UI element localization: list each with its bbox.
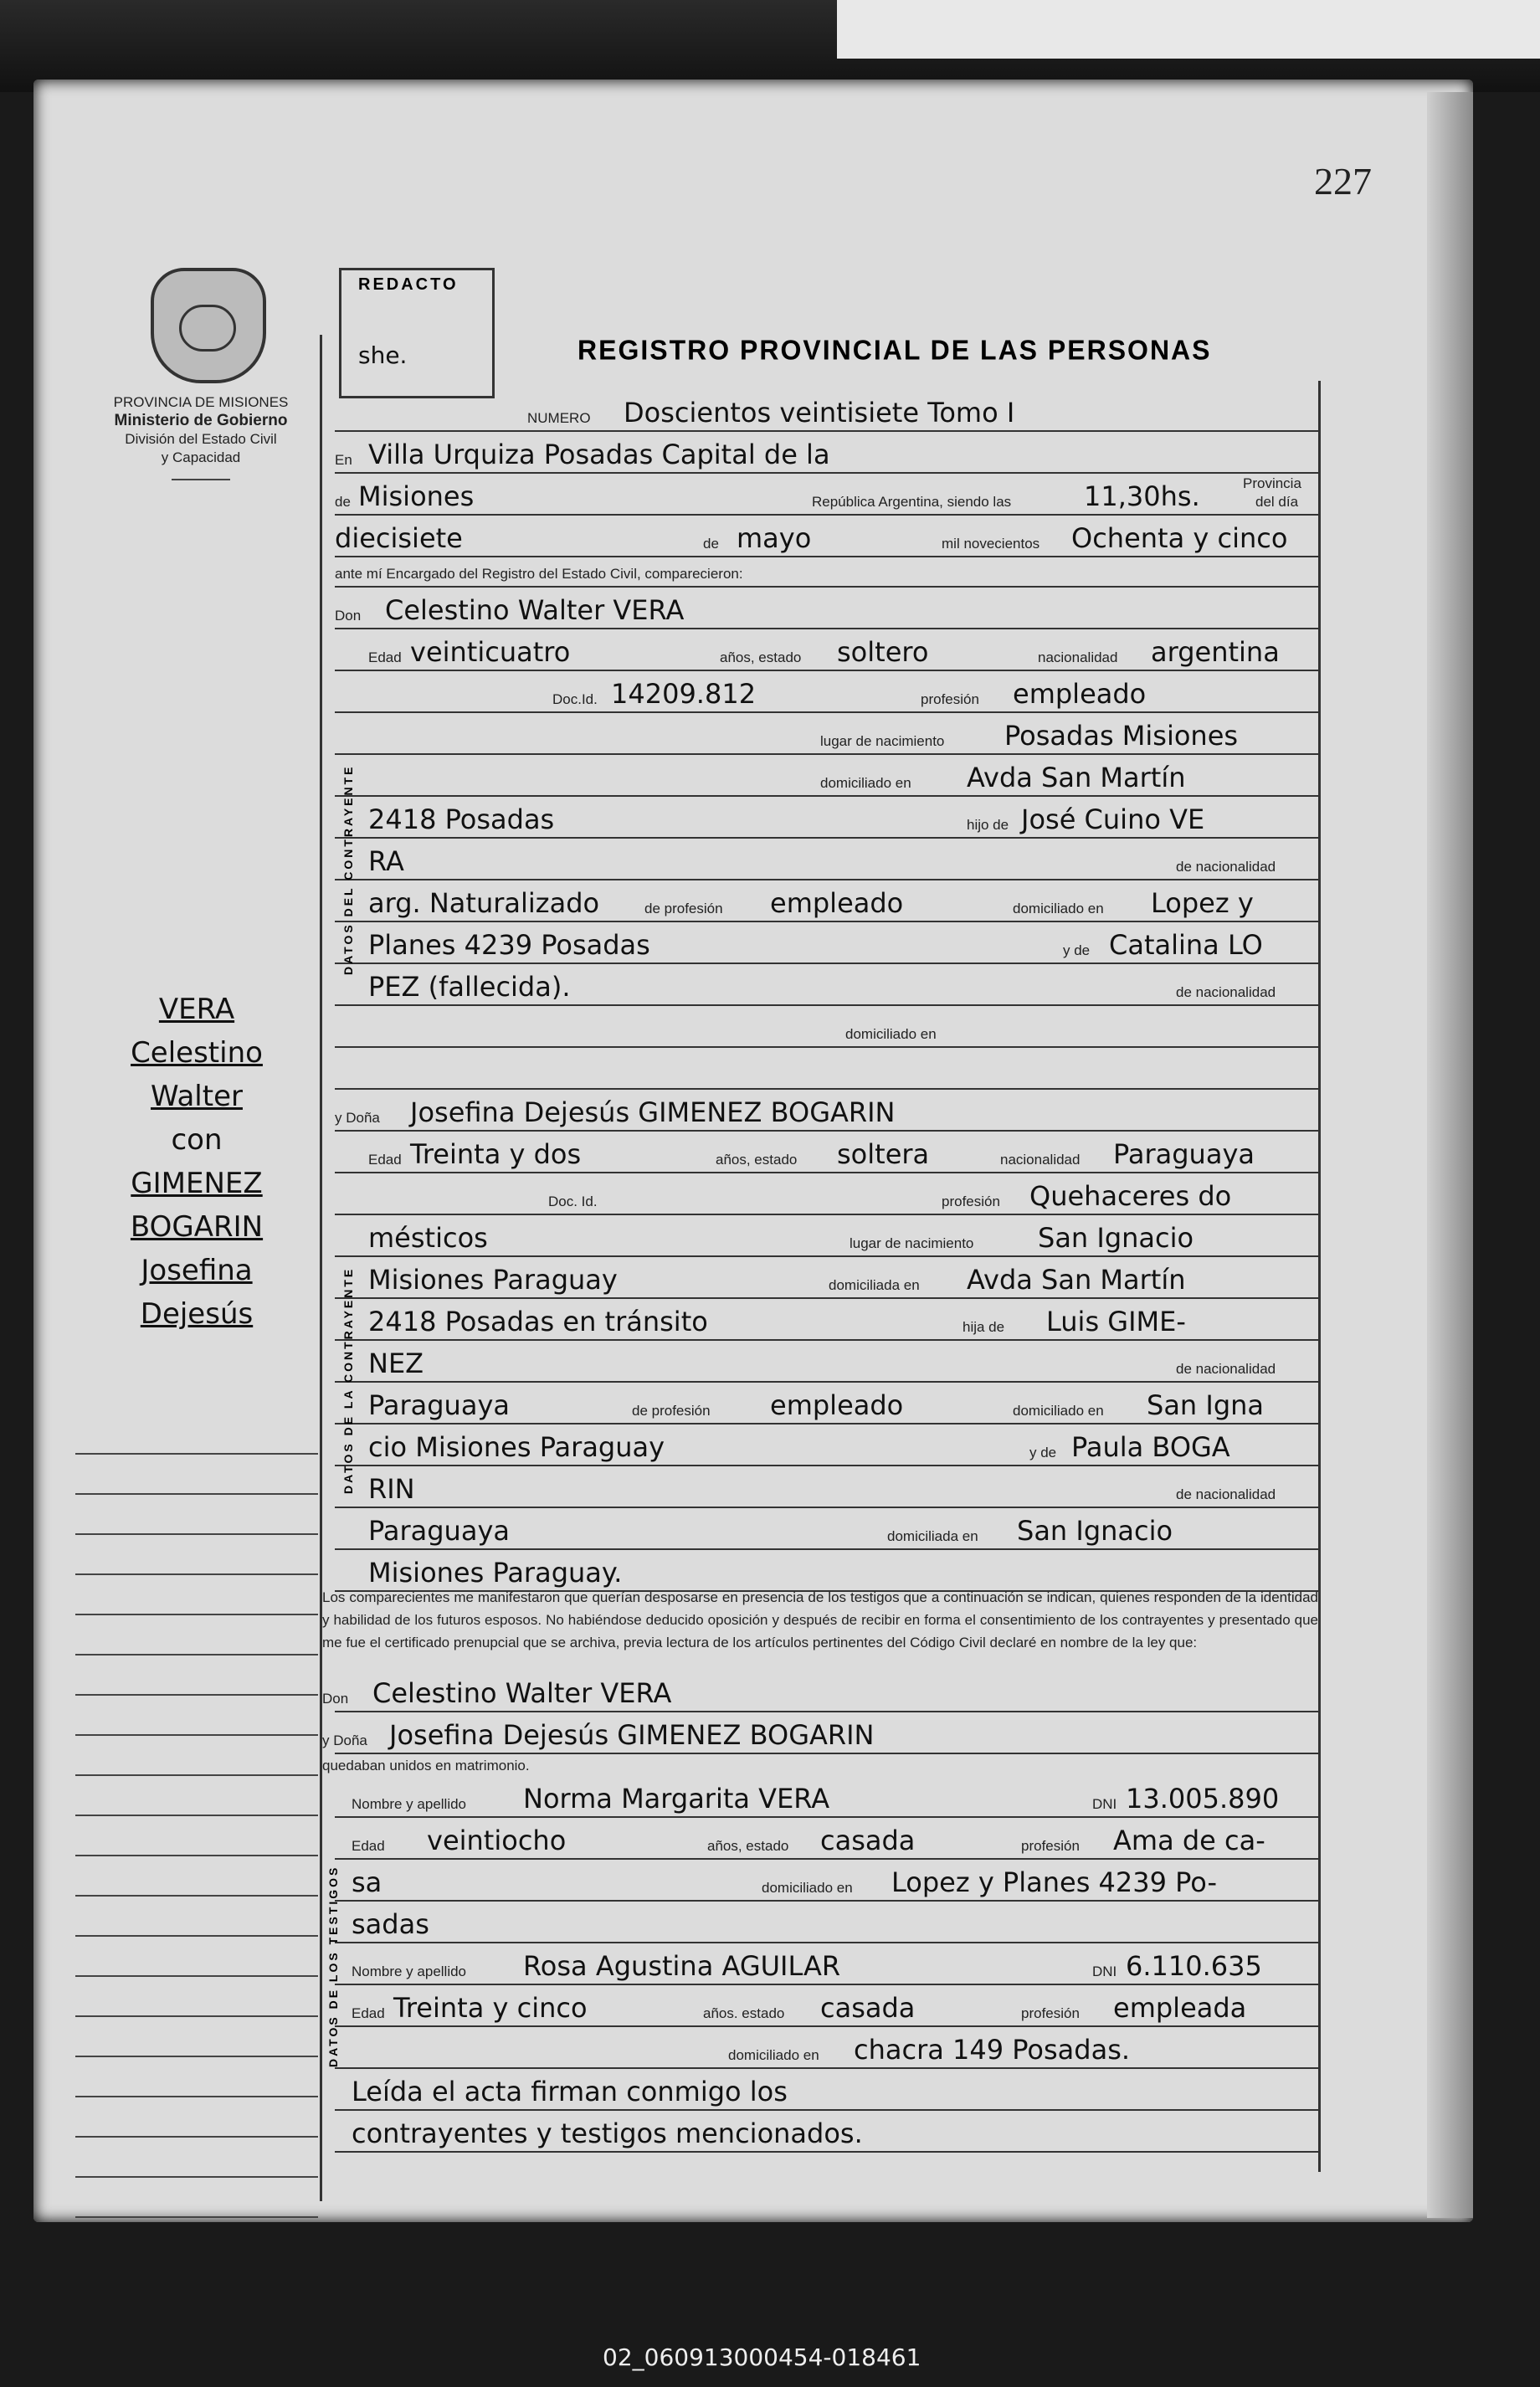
form-row xyxy=(335,477,1318,516)
y-de2-label: y de xyxy=(1029,1445,1057,1460)
margin-name: con xyxy=(171,1123,223,1157)
domicilio2a-value: Avda San Martín xyxy=(967,1264,1186,1296)
redacto-box xyxy=(339,268,495,398)
left-rule xyxy=(320,335,322,2201)
dona-label: y Doña xyxy=(335,1110,380,1126)
division-name: División del Estado Civil xyxy=(125,431,277,447)
padre-dom-label: domiciliado en xyxy=(1013,901,1104,916)
form-row xyxy=(335,1779,1318,1818)
doc2-label: Doc. Id. xyxy=(548,1194,598,1209)
form-row xyxy=(335,1219,1318,1257)
form-row xyxy=(335,561,1318,588)
padre-dom-value: Lopez y xyxy=(1151,887,1254,919)
form-row xyxy=(335,926,1318,964)
lugar2-value: San Ignacio xyxy=(1038,1222,1194,1254)
de-value: Misiones xyxy=(358,480,475,512)
estado2-value: soltera xyxy=(837,1138,930,1170)
domicilio2-value: 2418 Posadas xyxy=(368,803,555,835)
form-row xyxy=(335,1386,1318,1424)
de-prof2-label: de profesión xyxy=(632,1403,711,1419)
dia-value: diecisiete xyxy=(335,522,463,554)
form-row xyxy=(335,1135,1318,1173)
nacionalidad-label: nacionalidad xyxy=(1038,649,1118,665)
hija-label: hija de xyxy=(963,1319,1005,1335)
padre2-dom2-value: cio Misiones Paraguay xyxy=(368,1431,665,1463)
unidos-text: quedaban unidos en matrimonio. xyxy=(322,1758,530,1774)
closing-line-2: contrayentes y testigos mencionados. xyxy=(352,2118,863,2149)
province-name: PROVINCIA DE MISIONES xyxy=(113,394,289,410)
nacionalidad2-value: Paraguaya xyxy=(1113,1138,1255,1170)
t1-dni-value: 13.005.890 xyxy=(1126,1783,1280,1815)
padre-nac-value: arg. Naturalizado xyxy=(368,887,600,919)
t2-dni-value: 6.110.635 xyxy=(1126,1950,1262,1982)
padre2-prof-value: empleado xyxy=(770,1389,904,1421)
padre2-dom-value: San Igna xyxy=(1147,1389,1265,1421)
form-row xyxy=(335,1344,1318,1383)
t2-estado-value: casada xyxy=(820,1992,916,2024)
form-row xyxy=(335,1947,1318,1985)
side-label-contrayenta: DATOS DE LA CONTRAYENTE xyxy=(341,1266,355,1494)
edad2-label: Edad xyxy=(368,1152,402,1168)
de-mes-label: de xyxy=(703,536,719,552)
form-row xyxy=(335,633,1318,671)
profesion2-value: Quehaceres do xyxy=(1029,1180,1232,1212)
madre2-dom-value: San Ignacio xyxy=(1017,1515,1173,1547)
padre-value: José Cuino VE xyxy=(1021,803,1205,835)
de-prof-label: de profesión xyxy=(644,901,723,916)
division-name-2: y Capacidad xyxy=(161,449,241,465)
edad-value: veinticuatro xyxy=(410,636,571,668)
form-row xyxy=(335,393,1318,432)
padre2a-value: Luis GIME- xyxy=(1046,1306,1186,1337)
estado-value: soltero xyxy=(837,636,929,668)
del-dia-label: del día xyxy=(1255,494,1299,510)
decl-dona-value: Josefina Dejesús GIMENEZ BOGARIN xyxy=(389,1719,875,1751)
form-row xyxy=(335,2072,1318,2111)
margin-name: GIMENEZ xyxy=(131,1167,263,1200)
provincia-label: Provincia xyxy=(1243,475,1301,491)
form-row xyxy=(335,2114,1318,2153)
mes-value: mayo xyxy=(737,522,812,554)
margin-name: Walter xyxy=(151,1080,243,1113)
form-row xyxy=(322,1674,1318,1712)
mil-label: mil novecientos xyxy=(942,536,1040,552)
dom3-label: domiciliado en xyxy=(845,1026,937,1042)
legal-paragraph xyxy=(322,1586,1318,1654)
t1-estado-value: casada xyxy=(820,1825,916,1856)
form-row xyxy=(335,1863,1318,1902)
provincial-crest-icon xyxy=(151,268,266,383)
side-label-contrayente: DATOS DEL CONTRAYENTE xyxy=(341,764,355,975)
madre2-dom-label: domiciliada en xyxy=(887,1528,978,1544)
form-row xyxy=(335,842,1318,880)
page-title: REGISTRO PROVINCIAL DE LAS PERSONAS xyxy=(578,334,1212,366)
republica-label: República Argentina, siendo las xyxy=(812,494,1012,510)
form-row xyxy=(335,1512,1318,1550)
t2-edad-label: Edad xyxy=(352,2005,385,2021)
domicilio-value: Avda San Martín xyxy=(967,762,1186,793)
madre2-nac-value: Paraguaya xyxy=(368,1515,510,1547)
nacionalidad2-label: nacionalidad xyxy=(1000,1152,1081,1168)
padre-prof-value: empleado xyxy=(770,887,904,919)
form-row xyxy=(335,758,1318,797)
form-row xyxy=(335,519,1318,557)
edad-label: Edad xyxy=(368,649,402,665)
de-nac2-label: de nacionalidad xyxy=(1176,984,1276,1000)
office-divider xyxy=(172,479,230,480)
padre-dom2-value: Planes 4239 Posadas xyxy=(368,929,650,961)
decl-dona-label: y Doña xyxy=(322,1732,367,1748)
en-value: Villa Urquiza Posadas Capital de la xyxy=(368,439,830,470)
form-row xyxy=(335,1009,1318,1048)
de-label: de xyxy=(335,494,351,510)
domicilio2b-value: 2418 Posadas en tránsito xyxy=(368,1306,708,1337)
t2-anios-label: años. estado xyxy=(703,2005,785,2021)
profesion2-label: profesión xyxy=(942,1194,1000,1209)
padre2-nac-value: Paraguaya xyxy=(368,1389,510,1421)
margin-name: Celestino xyxy=(131,1036,263,1070)
closing-line-1: Leída el acta firman conmigo los xyxy=(352,2076,788,2107)
don-label: Don xyxy=(335,608,362,624)
form-row xyxy=(335,800,1318,839)
form-row xyxy=(335,1093,1318,1132)
margin-name: BOGARIN xyxy=(130,1210,264,1244)
dona-value: Josefina Dejesús GIMENEZ BOGARIN xyxy=(410,1096,896,1128)
form-row xyxy=(335,1905,1318,1943)
t2-dom-label: domiciliado en xyxy=(728,2047,819,2063)
de-nac3-label: de nacionalidad xyxy=(1176,1361,1276,1377)
form-row xyxy=(335,591,1318,629)
form-row xyxy=(335,884,1318,922)
t2-prof-value: empleada xyxy=(1113,1992,1247,2024)
y-de-label: y de xyxy=(1063,942,1091,958)
form-row xyxy=(322,1716,1318,1754)
edad2-value: Treinta y dos xyxy=(410,1138,582,1170)
anios-label: años, estado xyxy=(720,649,802,665)
image-caption: 02_060913000454-018461 xyxy=(603,2343,921,2371)
t2-nombre-label: Nombre y apellido xyxy=(352,1964,467,1979)
form-row xyxy=(335,1989,1318,2027)
t1-nombre-value: Norma Margarita VERA xyxy=(523,1783,830,1815)
t2-edad-value: Treinta y cinco xyxy=(393,1992,588,2024)
numero-value: Doscientos veintisiete Tomo I xyxy=(624,397,1015,429)
margin-annotation xyxy=(75,988,318,1336)
t1-prof-value: Ama de ca- xyxy=(1113,1825,1265,1856)
padre2-value: RA xyxy=(368,845,404,877)
form-row xyxy=(335,1260,1318,1299)
margin-lines xyxy=(75,1414,318,2218)
form-row xyxy=(335,968,1318,1006)
doc-label: Doc.Id. xyxy=(552,691,598,707)
de-nac-label: de nacionalidad xyxy=(1176,859,1276,875)
form-row xyxy=(335,1051,1318,1090)
de-nac4-label: de nacionalidad xyxy=(1176,1486,1276,1502)
form-row xyxy=(335,1302,1318,1341)
margin-name: Dejesús xyxy=(140,1297,254,1331)
madre2-dom2-value: Misiones Paraguay. xyxy=(368,1557,623,1589)
anios2-label: años, estado xyxy=(716,1152,798,1168)
madre-value: Catalina LO xyxy=(1109,929,1263,961)
form-row xyxy=(335,2030,1318,2069)
t1-anios-label: años, estado xyxy=(707,1838,789,1854)
profesion-value: empleado xyxy=(1013,678,1147,710)
domicilio-label: domiciliado en xyxy=(820,775,911,791)
background-paper-corner xyxy=(837,0,1540,59)
ministry-name: Ministerio de Gobierno xyxy=(114,412,288,429)
page-stack-edge xyxy=(1427,92,1473,2218)
side-label-testigos: DATOS DE LOS TESTIGOS xyxy=(326,1865,340,2067)
lugar2b-value: Misiones Paraguay xyxy=(368,1264,618,1296)
decl-don-label: Don xyxy=(322,1691,349,1707)
decl-don-value: Celestino Walter VERA xyxy=(372,1677,672,1709)
t1-dom-value: Lopez y Planes 4239 Po- xyxy=(891,1866,1218,1898)
hijo-label: hijo de xyxy=(967,817,1009,833)
right-rule xyxy=(1318,381,1321,2172)
redacto-label: REDACTO xyxy=(358,275,459,294)
margin-name: Josefina xyxy=(141,1254,253,1287)
lugar-value: Posadas Misiones xyxy=(1004,720,1239,752)
numero-label: NUMERO xyxy=(527,410,591,426)
madre2a-value: Paula BOGA xyxy=(1071,1431,1230,1463)
registry-form xyxy=(335,393,1318,1595)
t1-nombre-label: Nombre y apellido xyxy=(352,1796,467,1812)
doc-value: 14209.812 xyxy=(611,678,757,710)
ante-label: ante mí Encargado del Registro del Estado Civil, comparecieron: xyxy=(335,566,743,582)
margin-name: VERA xyxy=(158,993,235,1026)
redacto-initials: she. xyxy=(358,341,408,369)
lugar-label: lugar de nacimiento xyxy=(820,733,945,749)
en-label: En xyxy=(335,452,352,468)
t1-prof-label: profesión xyxy=(1021,1838,1080,1854)
t2-prof-label: profesión xyxy=(1021,2005,1080,2021)
form-row xyxy=(335,1428,1318,1466)
hora-value: 11,30hs. xyxy=(1084,480,1200,512)
t2-dom-value: chacra 149 Posadas. xyxy=(854,2034,1131,2066)
form-row xyxy=(335,1177,1318,1215)
legal-text: Los comparecientes me manifestaron que querían desposarse en presencia de los testigos que a continuación se indican, quienes responden de la identidad y habilidad de los futuros esposos. No habiéndose deducido oposición y después de recibir en forma el consentimiento de los contrayentes y presentado que me fue el certificado prenupcial que se archiva, previa lectura de los artículos pertinentes del Código Civil declaré en nombre de la ley que: xyxy=(322,1589,1318,1650)
domicilio2-label: domiciliada en xyxy=(829,1277,920,1293)
lugar2-label: lugar de nacimiento xyxy=(850,1235,974,1251)
nacionalidad-value: argentina xyxy=(1151,636,1280,668)
form-row xyxy=(335,435,1318,474)
form-row xyxy=(335,1470,1318,1508)
anio-value: Ochenta y cinco xyxy=(1071,522,1288,554)
form-row xyxy=(335,716,1318,755)
profesion2b-value: mésticos xyxy=(368,1222,488,1254)
t2-nombre-value: Rosa Agustina AGUILAR xyxy=(523,1950,841,1982)
t1-prof2-value: sa xyxy=(352,1866,382,1898)
t2-dni-label: DNI xyxy=(1092,1964,1117,1979)
madre2-value: PEZ (fallecida). xyxy=(368,971,571,1003)
t1-dom-label: domiciliado en xyxy=(762,1880,853,1896)
form-row xyxy=(335,1821,1318,1860)
t1-edad-value: veintiocho xyxy=(427,1825,567,1856)
page-number: 227 xyxy=(1314,160,1372,203)
don-value: Celestino Walter VERA xyxy=(385,594,685,626)
t1-edad-label: Edad xyxy=(352,1838,385,1854)
form-row xyxy=(335,675,1318,713)
padre2b-value: NEZ xyxy=(368,1348,424,1379)
t1-dni-label: DNI xyxy=(1092,1796,1117,1812)
t1-dom2-value: sadas xyxy=(352,1908,429,1940)
madre2b-value: RIN xyxy=(368,1473,415,1505)
padre2-dom-label: domiciliado en xyxy=(1013,1403,1104,1419)
office-block xyxy=(80,393,322,480)
profesion-label: profesión xyxy=(921,691,979,707)
